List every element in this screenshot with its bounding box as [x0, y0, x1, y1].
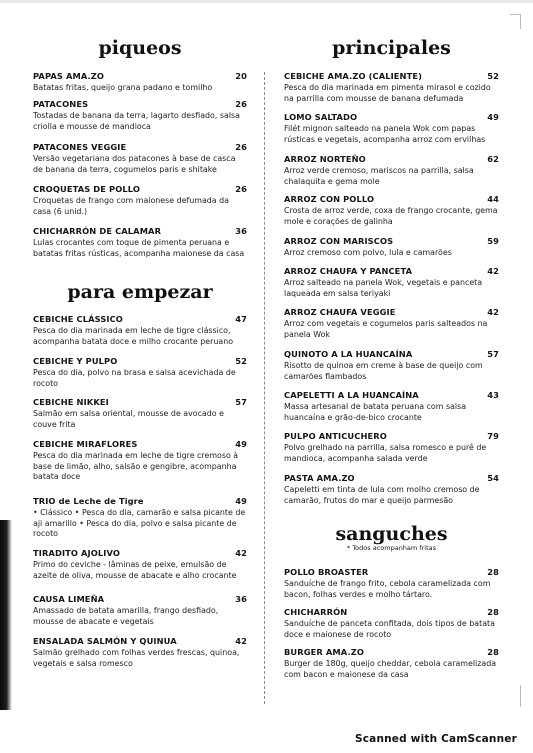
- section-title-principales: principales: [332, 37, 451, 59]
- item-price: 52: [235, 356, 247, 366]
- right-column: [284, 0, 499, 753]
- item-name: ARROZ CON MARISCOS: [284, 236, 394, 246]
- item-name: CEBICHE MIRAFLORES: [33, 439, 138, 449]
- menu-item: [33, 496, 247, 540]
- menu-item: [284, 390, 499, 423]
- menu-item: [284, 349, 499, 382]
- item-name: CEBICHE AMA.ZO (CALIENTE): [284, 71, 423, 81]
- item-description: Crosta de arroz verde, coxa de frango crocante, gema mole e corações de galinha: [284, 206, 498, 226]
- item-price: 49: [235, 439, 247, 449]
- item-description: Burger de 180g, queijo cheddar, cebola caramelizada com bacon e maionese da casa: [284, 659, 497, 679]
- item-name: TRIO de Leche de Tigre: [33, 496, 144, 506]
- menu-item: [33, 226, 247, 259]
- item-description: Filét mignon salteado na panela Wok com papas rústicas e vegetais, acompanha arroz com ervilhas: [284, 124, 486, 144]
- menu-item: [284, 194, 499, 227]
- item-name: BURGER AMA.ZO: [284, 647, 364, 657]
- item-description: Batatas fritas, queijo grana padano e tomilho: [33, 83, 213, 92]
- item-price: 28: [487, 567, 499, 577]
- menu-item: [284, 112, 499, 145]
- sanguches-note: * Todos acompanham fritas: [347, 544, 436, 552]
- scan-shadow-edge: [0, 520, 12, 710]
- menu-item: [33, 314, 247, 347]
- item-price: 42: [487, 307, 499, 317]
- item-price: 26: [235, 99, 247, 109]
- item-description: Risotto de quinoa em creme à base de queijo com camarões flambados: [284, 361, 483, 381]
- item-price: 49: [487, 112, 499, 122]
- item-name: ARROZ NORTEÑO: [284, 154, 366, 164]
- item-price: 42: [235, 548, 247, 558]
- menu-item: [284, 607, 499, 640]
- item-price: 28: [487, 647, 499, 657]
- item-description: Pesca do dia marinada em leche de tigre cremoso à base de limão, alho, salsão e gengibre, acompanha batata doce: [33, 451, 239, 482]
- item-price: 59: [487, 236, 499, 246]
- item-price: 47: [235, 314, 247, 324]
- item-price: 62: [487, 154, 499, 164]
- item-name: LOMO SALTADO: [284, 112, 358, 122]
- item-description: Arroz verde cremoso, mariscos na parrilla, salsa chalaquita e gema mole: [284, 166, 474, 186]
- menu-item: [284, 647, 499, 680]
- item-price: 42: [487, 266, 499, 276]
- item-description: Massa artesanal de batata peruana com salsa huancaína e grão-de-bico crocante: [284, 402, 467, 422]
- item-description: Arroz com vegetais e cogumelos paris salteados na panela Wok: [284, 319, 488, 339]
- item-name: CHICHARRÓN DE CALAMAR: [33, 226, 162, 236]
- left-column: [33, 0, 247, 753]
- item-price: 20: [235, 71, 247, 81]
- item-name: CROQUETAS DE POLLO: [33, 184, 140, 194]
- item-description: Sanduíche de frango frito, cebola caramelizada com bacon, folhas verdes e molho tártaro.: [284, 579, 491, 599]
- item-name: CAPELETTI A LA HUANCAÍNA: [284, 390, 419, 400]
- item-price: 42: [235, 636, 247, 646]
- item-name: CEBICHE Y PULPO: [33, 356, 118, 366]
- item-description: Sanduíche de panceta confitada, dois tipos de batata doce e maionese de rocoto: [284, 619, 495, 639]
- section-title-para-empezar: para empezar: [67, 281, 213, 303]
- item-name: PULPO ANTICUCHERO: [284, 431, 387, 441]
- item-description: Polvo grelhado na parrilla, salsa romesco e purê de mandioca, acompanha salada verde: [284, 443, 487, 463]
- page-edge-mark: [510, 685, 521, 707]
- item-price: 36: [235, 594, 247, 604]
- item-price: 79: [487, 431, 499, 441]
- menu-item: [33, 99, 247, 132]
- column-divider: [264, 72, 265, 704]
- item-name: ARROZ CON POLLO: [284, 194, 375, 204]
- item-name: PATACONES: [33, 99, 89, 109]
- menu-item: [284, 307, 499, 340]
- item-price: 54: [487, 473, 499, 483]
- item-name: POLLO BROASTER: [284, 567, 369, 577]
- item-name: QUINOTO A LA HUANCAÍNA: [284, 349, 413, 359]
- item-name: PATACONES VEGGIE: [33, 142, 127, 152]
- item-price: 57: [235, 397, 247, 407]
- menu-item: [33, 184, 247, 217]
- item-description: Lulas crocantes com toque de pimenta peruana e batatas fritas rústicas, acompanha maionese da casa: [33, 238, 245, 258]
- item-description: Amassado de batata amarilla, frango desfiado, mousse de abacate e vegetais: [33, 606, 219, 626]
- item-price: 57: [487, 349, 499, 359]
- item-description: Salmão em salsa oriental, mousse de avocado e couve frita: [33, 409, 224, 429]
- menu-item: [33, 142, 247, 175]
- item-name: PASTA AMA.ZO: [284, 473, 355, 483]
- item-price: 26: [235, 142, 247, 152]
- item-description: Versão vegetariana dos patacones à base de casca de banana da terra, cogumelos paris e shitake: [33, 154, 236, 174]
- page-corner-mark: [510, 14, 521, 29]
- item-price: 44: [487, 194, 499, 204]
- section-title-piqueos: piqueos: [98, 37, 182, 59]
- item-description: Tostadas de banana da terra, lagarto desfiado, salsa criolla e mousse de mandioca: [33, 111, 240, 131]
- scanner-watermark: Scanned with CamScanner: [354, 733, 517, 745]
- item-description: Pesca do dia, polvo na brasa e salsa acevichada de rocoto: [33, 368, 236, 388]
- item-description: Primo do ceviche - lâminas de peixe, emulsão de azeite de oliva, mousse de abacate e alho crocante: [33, 560, 237, 580]
- item-description: Croquetas de frango com maionese defumada da casa (6 unid.): [33, 196, 229, 216]
- menu-item: [33, 356, 247, 389]
- item-description: Arroz salteado na panela Wok, vegetais e panceta laqueada em salsa teriyaki: [284, 278, 483, 298]
- menu-item: [284, 266, 499, 299]
- menu-item: [33, 548, 247, 581]
- menu-item: [284, 431, 499, 464]
- item-price: 43: [487, 390, 499, 400]
- menu-item: [284, 473, 499, 506]
- item-name: CAUSA LIMEÑA: [33, 594, 105, 604]
- item-description: Capeletti em tinta de lula com molho cremoso de camarão, frutos do mar e queijo parmesão: [284, 485, 480, 505]
- item-price: 36: [235, 226, 247, 236]
- menu-item: [284, 154, 499, 187]
- item-description: Pesca do dia marinada em leche de tigre clássico, acompanha batata doce e milho crocante peruano: [33, 326, 234, 346]
- section-title-sanguches: sanguches: [335, 523, 448, 545]
- item-name: CHICHARRÓN: [284, 607, 348, 617]
- item-name: CEBICHE NIKKEI: [33, 397, 109, 407]
- menu-item: [284, 236, 499, 259]
- item-name: PAPAS AMA.ZO: [33, 71, 105, 81]
- item-price: 28: [487, 607, 499, 617]
- item-name: TIRADITO AJOLIVO: [33, 548, 120, 558]
- item-name: ARROZ CHAUFA Y PANCETA: [284, 266, 413, 276]
- item-name: ARROZ CHAUFA VEGGIE: [284, 307, 396, 317]
- menu-item: [284, 71, 499, 104]
- menu-item: [33, 439, 247, 483]
- menu-item: [33, 594, 247, 627]
- menu-item: [33, 636, 247, 669]
- item-name: ENSALADA SALMÓN Y QUINUA: [33, 636, 177, 646]
- menu-item: [33, 397, 247, 430]
- item-description: Arroz cremoso com polvo, lula e camarões: [284, 248, 452, 257]
- menu-item: [33, 71, 247, 94]
- item-description: Pesca do dia marinada em pimenta mirasol e cozido na parrilla com mousse de banana defumada: [284, 83, 491, 103]
- item-price: 26: [235, 184, 247, 194]
- item-name: CEBICHE CLÁSSICO: [33, 314, 123, 324]
- item-price: 49: [235, 496, 247, 506]
- item-description: Salmão grelhado com folhas verdes frescas, quinoa, vegetais e salsa romesco: [33, 648, 240, 668]
- menu-item: [284, 567, 499, 600]
- item-price: 52: [487, 71, 499, 81]
- item-description: • Clássico • Pesca do dia, camarão e salsa picante de aji amarillo • Pesca do dia, polvo e salsa picante de rocoto: [33, 508, 246, 539]
